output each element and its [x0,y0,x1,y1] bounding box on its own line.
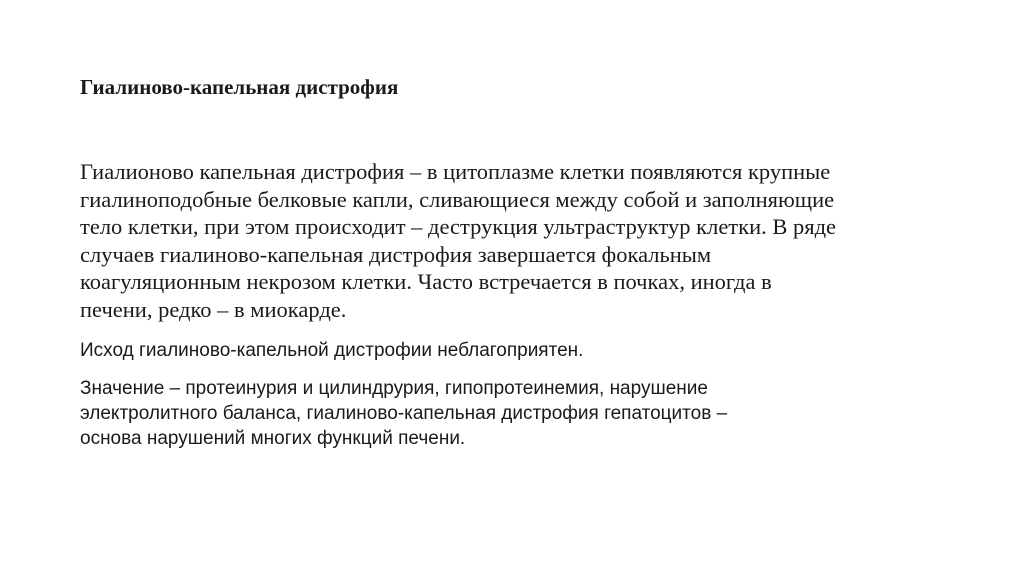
definition-line: коагуляционным некрозом клетки. Часто встречается в почках, иногда в [80,269,772,295]
definition-line: тело клетки, при этом происходит – деструкция ультраструктур клетки. В ряде [80,214,837,240]
definition-line: Гиалионово капельная дистрофия – в цитоплазме клетки появляются крупные [80,159,831,184]
meaning-line: электролитного баланса, гиалиново-капельная дистрофия гепатоцитов – [80,403,728,424]
definition-line: печени, редко – в миокарде. [80,296,347,322]
definition-line: случаев гиалиново-капельная дистрофия завершается фокальным [80,241,712,267]
definition-paragraph [80,158,960,324]
definition-line: гиалиноподобные белковые капли, сливающиеся между собой и заполняющие [80,186,835,212]
outcome-paragraph: Исход гиалиново-капельной дистрофии неблагоприятен. [80,340,584,361]
meaning-line: Значение – протеинурия и цилиндрурия, гипопротеинемия, нарушение [80,378,708,399]
meaning-paragraph [80,376,960,451]
meaning-line: основа нарушений многих функций печени. [80,428,466,449]
slide-title: Гиалиново-капельная дистрофия [80,75,399,99]
